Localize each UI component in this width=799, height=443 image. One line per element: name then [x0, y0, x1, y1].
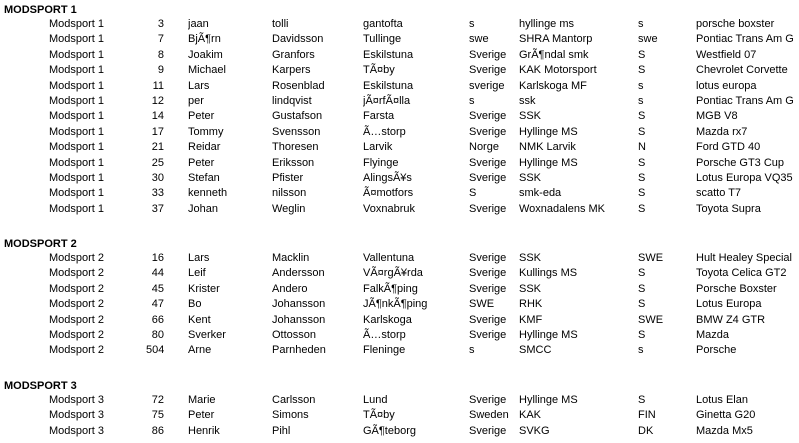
city-cell: Ã…storp — [363, 329, 406, 341]
first-name-cell: Stefan — [188, 172, 220, 184]
country-cell: s — [469, 95, 475, 107]
nation-cell: s — [638, 344, 644, 357]
city-cell: Flyinge — [363, 156, 399, 169]
club-cell: ssk — [519, 95, 536, 107]
club-cell: Kullings MS — [519, 267, 578, 280]
last-name-cell: Davidsson — [272, 33, 324, 46]
nation-cell: SWE — [638, 252, 664, 264]
nation-cell: S — [638, 202, 646, 215]
car-cell: Ford GTD 40 — [696, 141, 761, 154]
number-cell: 86 — [151, 424, 164, 437]
first-name-cell: Lars — [188, 79, 210, 92]
first-name-cell: Peter — [188, 156, 215, 169]
table-row — [0, 17, 799, 32]
city-cell: GÃ¶teborg — [363, 424, 416, 437]
country-cell: Sverige — [469, 202, 507, 215]
city-cell: TÃ¤by — [363, 409, 395, 422]
class-cell: Modsport 1 — [49, 172, 105, 184]
club-cell: Hyllinge MS — [519, 125, 578, 138]
section-title: MODSPORT 3 — [4, 380, 77, 392]
car-cell: Ginetta G20 — [696, 409, 756, 422]
country-cell: Sweden — [469, 409, 509, 422]
city-cell: AlingsÃ¥s — [363, 172, 412, 184]
number-cell: 44 — [151, 267, 164, 280]
last-name-cell: Svensson — [272, 125, 321, 138]
last-name-cell: Pfister — [272, 172, 304, 184]
class-cell: Modsport 1 — [49, 18, 105, 30]
table-row — [0, 343, 799, 358]
last-name-cell: Granfors — [272, 48, 315, 61]
first-name-cell: Reidar — [188, 141, 221, 154]
first-name-cell: Arne — [188, 344, 212, 357]
car-cell: Chevrolet Corvette — [696, 64, 788, 77]
car-cell: Lotus Europa — [696, 298, 762, 311]
table-row — [0, 32, 799, 47]
nation-cell: S — [638, 64, 646, 77]
nation-cell: SWE — [638, 313, 664, 326]
city-cell: gantofta — [363, 18, 403, 30]
country-cell: Sverige — [469, 329, 507, 341]
nation-cell: S — [638, 172, 646, 184]
car-cell: Mazda Mx5 — [696, 424, 753, 437]
club-cell: SMCC — [519, 344, 552, 357]
table-row — [0, 393, 799, 408]
city-cell: Eskilstuna — [363, 79, 414, 92]
table-row — [0, 186, 799, 201]
club-cell: Hyllinge MS — [519, 156, 578, 169]
class-cell: Modsport 1 — [49, 95, 105, 107]
first-name-cell: Leif — [188, 267, 206, 280]
number-cell: 33 — [151, 187, 164, 200]
country-cell: Sverige — [469, 172, 507, 184]
last-name-cell: Johansson — [272, 298, 326, 311]
first-name-cell: Tommy — [188, 125, 224, 138]
country-cell: s — [469, 344, 475, 357]
car-cell: Porsche — [696, 344, 737, 357]
table-row — [0, 171, 799, 186]
city-cell: JÃ¶nkÃ¶ping — [363, 298, 428, 311]
class-cell: Modsport 2 — [49, 298, 105, 311]
car-cell: Pontiac Trans Am G — [696, 33, 794, 46]
class-cell: Modsport 1 — [49, 141, 105, 154]
car-cell: lotus europa — [696, 79, 757, 92]
club-cell: SVKG — [519, 424, 550, 437]
city-cell: Karlskoga — [363, 313, 412, 326]
club-cell: SSK — [519, 172, 542, 184]
country-cell: Sverige — [469, 156, 507, 169]
table-row — [0, 266, 799, 281]
club-cell: Hyllinge MS — [519, 394, 578, 406]
club-cell: SSK — [519, 110, 542, 123]
first-name-cell: Joakim — [188, 48, 223, 61]
class-cell: Modsport 3 — [49, 409, 105, 422]
last-name-cell: Gustafson — [272, 110, 323, 123]
section-title: MODSPORT 2 — [4, 238, 77, 250]
last-name-cell: Ottosson — [272, 329, 317, 341]
section-title: MODSPORT 1 — [4, 4, 77, 16]
class-cell: Modsport 2 — [49, 329, 105, 341]
last-name-cell: Macklin — [272, 252, 310, 264]
nation-cell: S — [638, 48, 646, 61]
table-row — [0, 282, 799, 297]
first-name-cell: kenneth — [188, 187, 228, 200]
city-cell: VÃ¤rgÃ¥rda — [363, 267, 423, 280]
club-cell: Woxnadalens MK — [519, 202, 606, 215]
country-cell: sverige — [469, 79, 505, 92]
last-name-cell: Pihl — [272, 424, 291, 437]
nation-cell: S — [638, 298, 646, 311]
city-cell: Lund — [363, 394, 388, 406]
country-cell: Norge — [469, 141, 499, 154]
number-cell: 504 — [146, 344, 164, 357]
number-cell: 66 — [151, 313, 164, 326]
first-name-cell: BjÃ¶rn — [188, 33, 221, 46]
city-cell: Ã¤motfors — [363, 187, 414, 200]
table-row — [0, 79, 799, 94]
first-name-cell: Marie — [188, 394, 216, 406]
number-cell: 16 — [151, 252, 164, 264]
number-cell: 30 — [151, 172, 164, 184]
last-name-cell: Thoresen — [272, 141, 319, 154]
first-name-cell: Peter — [188, 110, 215, 123]
nation-cell: S — [638, 125, 646, 138]
city-cell: TÃ¤by — [363, 64, 395, 77]
club-cell: RHK — [519, 298, 543, 311]
car-cell: MGB V8 — [696, 110, 738, 123]
last-name-cell: Karpers — [272, 64, 311, 77]
number-cell: 9 — [157, 64, 164, 77]
number-cell: 14 — [151, 110, 164, 123]
club-cell: KAK Motorsport — [519, 64, 597, 77]
city-cell: Eskilstuna — [363, 48, 414, 61]
club-cell: SHRA Mantorp — [519, 33, 593, 46]
nation-cell: S — [638, 282, 646, 295]
nation-cell: S — [638, 156, 646, 169]
last-name-cell: tolli — [272, 18, 289, 30]
country-cell: Sverige — [469, 267, 507, 280]
country-cell: Sverige — [469, 282, 507, 295]
last-name-cell: Andersson — [272, 267, 325, 280]
club-cell: Karlskoga MF — [519, 79, 587, 92]
table-row — [0, 251, 799, 266]
table-row — [0, 63, 799, 78]
first-name-cell: jaan — [188, 18, 209, 30]
nation-cell: swe — [638, 33, 658, 46]
table-row — [0, 140, 799, 155]
class-cell: Modsport 2 — [49, 344, 105, 357]
city-cell: Vallentuna — [363, 252, 415, 264]
city-cell: Ã…storp — [363, 125, 406, 138]
table-row — [0, 125, 799, 140]
last-name-cell: Rosenblad — [272, 79, 325, 92]
number-cell: 7 — [157, 33, 164, 46]
country-cell: s — [469, 18, 475, 30]
country-cell: Sverige — [469, 252, 507, 264]
first-name-cell: Johan — [188, 202, 218, 215]
country-cell: Sverige — [469, 48, 507, 61]
last-name-cell: Weglin — [272, 202, 306, 215]
nation-cell: S — [638, 394, 646, 406]
class-cell: Modsport 1 — [49, 33, 105, 46]
car-cell: BMW Z4 GTR — [696, 313, 766, 326]
club-cell: hyllinge ms — [519, 18, 575, 30]
last-name-cell: Simons — [272, 409, 309, 422]
car-cell: porsche boxster — [696, 18, 775, 30]
first-name-cell: Krister — [188, 282, 220, 295]
city-cell: FalkÃ¶ping — [363, 282, 418, 295]
class-cell: Modsport 1 — [49, 156, 105, 169]
country-cell: Sverige — [469, 313, 507, 326]
class-cell: Modsport 1 — [49, 48, 105, 61]
number-cell: 21 — [151, 141, 164, 154]
number-cell: 25 — [151, 156, 164, 169]
last-name-cell: lindqvist — [272, 95, 312, 107]
number-cell: 3 — [157, 18, 164, 30]
table-row — [0, 202, 799, 217]
car-cell: Toyota Supra — [696, 202, 761, 215]
nation-cell: FIN — [638, 409, 656, 422]
club-cell: smk-eda — [519, 187, 562, 200]
class-cell: Modsport 3 — [49, 424, 105, 437]
class-cell: Modsport 1 — [49, 79, 105, 92]
nation-cell: s — [638, 95, 644, 107]
number-cell: 17 — [151, 125, 164, 138]
first-name-cell: Michael — [188, 64, 226, 77]
club-cell: NMK Larvik — [519, 141, 576, 154]
number-cell: 75 — [151, 409, 164, 422]
first-name-cell: Sverker — [188, 329, 226, 341]
first-name-cell: per — [188, 95, 204, 107]
number-cell: 11 — [152, 79, 164, 92]
car-cell: Westfield 07 — [696, 48, 757, 61]
country-cell: S — [469, 187, 477, 200]
city-cell: Fleninge — [363, 344, 406, 357]
class-cell: Modsport 1 — [49, 202, 105, 215]
nation-cell: s — [638, 79, 644, 92]
club-cell: Hyllinge MS — [519, 329, 578, 341]
city-cell: Farsta — [363, 110, 395, 123]
table-row — [0, 156, 799, 171]
class-cell: Modsport 2 — [49, 313, 105, 326]
nation-cell: S — [638, 329, 646, 341]
number-cell: 45 — [151, 282, 164, 295]
country-cell: Sverige — [469, 125, 507, 138]
car-cell: Porsche Boxster — [696, 282, 777, 295]
last-name-cell: Carlsson — [272, 394, 316, 406]
car-cell: Pontiac Trans Am G — [696, 95, 794, 107]
last-name-cell: Andero — [272, 282, 308, 295]
car-cell: Mazda — [696, 329, 730, 341]
nation-cell: S — [638, 110, 646, 123]
first-name-cell: Bo — [188, 298, 202, 311]
number-cell: 12 — [151, 95, 164, 107]
first-name-cell: Henrik — [188, 424, 220, 437]
table-row — [0, 424, 799, 439]
city-cell: Tullinge — [363, 33, 402, 46]
class-cell: Modsport 2 — [49, 267, 105, 280]
nation-cell: s — [638, 18, 644, 30]
last-name-cell: Parnheden — [272, 344, 326, 357]
car-cell: Mazda rx7 — [696, 125, 748, 138]
table-row — [0, 48, 799, 63]
first-name-cell: Lars — [188, 252, 210, 264]
table-row — [0, 94, 799, 109]
country-cell: Sverige — [469, 424, 507, 437]
class-cell: Modsport 1 — [49, 125, 105, 138]
club-cell: GrÃ¶ndal smk — [519, 48, 589, 61]
last-name-cell: nilsson — [272, 187, 307, 200]
nation-cell: S — [638, 267, 646, 280]
club-cell: SSK — [519, 282, 542, 295]
table-row — [0, 328, 799, 343]
club-cell: KAK — [519, 409, 542, 422]
city-cell: Voxnabruk — [363, 202, 415, 215]
class-cell: Modsport 1 — [49, 64, 105, 77]
class-cell: Modsport 3 — [49, 394, 105, 406]
first-name-cell: Peter — [188, 409, 215, 422]
club-cell: KMF — [519, 313, 543, 326]
number-cell: 80 — [151, 329, 164, 341]
table-row — [0, 109, 799, 124]
table-row — [0, 408, 799, 423]
car-cell: Porsche GT3 Cup — [696, 156, 785, 169]
nation-cell: N — [638, 141, 646, 154]
number-cell: 72 — [151, 394, 164, 406]
class-cell: Modsport 1 — [49, 187, 105, 200]
city-cell: jÃ¤rfÃ¤lla — [363, 95, 411, 107]
class-cell: Modsport 2 — [49, 282, 105, 295]
car-cell: Lotus Elan — [696, 394, 748, 406]
number-cell: 37 — [151, 202, 164, 215]
table-row — [0, 297, 799, 312]
country-cell: SWE — [469, 298, 495, 311]
number-cell: 47 — [151, 298, 164, 311]
club-cell: SSK — [519, 252, 542, 264]
nation-cell: DK — [638, 424, 654, 437]
city-cell: Larvik — [363, 141, 393, 154]
class-cell: Modsport 1 — [49, 110, 105, 123]
country-cell: Sverige — [469, 110, 507, 123]
last-name-cell: Johansson — [272, 313, 326, 326]
first-name-cell: Kent — [188, 313, 211, 326]
car-cell: Toyota Celica GT2 — [696, 267, 787, 280]
country-cell: Sverige — [469, 64, 507, 77]
last-name-cell: Eriksson — [272, 156, 315, 169]
country-cell: Sverige — [469, 394, 507, 406]
number-cell: 8 — [157, 48, 164, 61]
nation-cell: S — [638, 187, 646, 200]
car-cell: scatto T7 — [696, 187, 742, 200]
country-cell: swe — [469, 33, 489, 46]
car-cell: Lotus Europa VQ35 — [696, 172, 793, 184]
table-row — [0, 313, 799, 328]
class-cell: Modsport 2 — [49, 252, 105, 264]
car-cell: Hult Healey Special — [696, 252, 792, 264]
